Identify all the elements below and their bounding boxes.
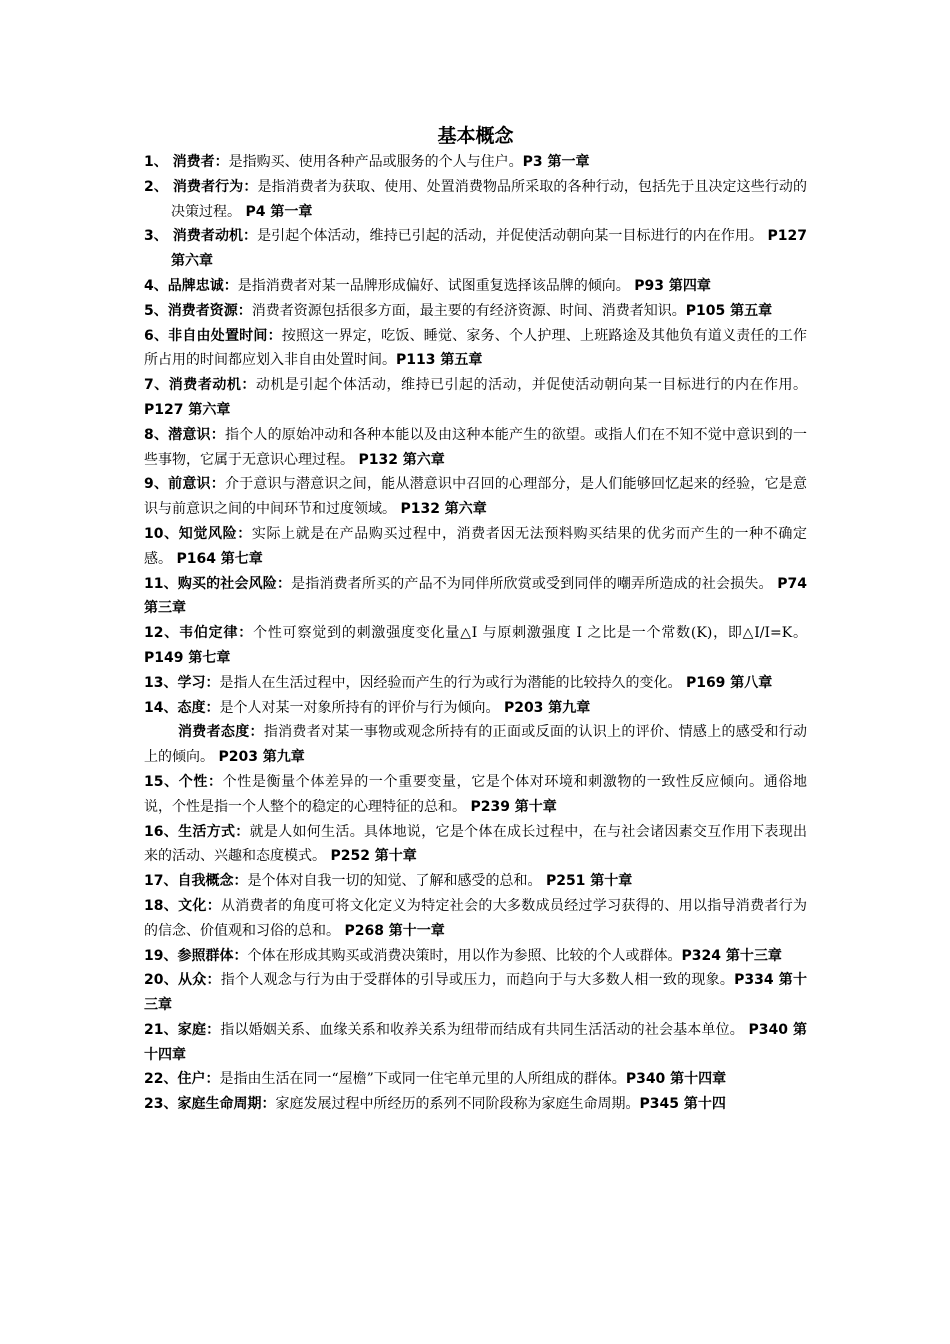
concept-entry	[144, 572, 807, 622]
entry-number: 21、	[144, 1021, 178, 1038]
entry-term: 态度：	[177, 699, 220, 716]
entry-term: 学习：	[177, 674, 220, 691]
entry-number: 22、	[144, 1071, 178, 1088]
entry-definition: 从消费者的角度可将文化定义为特定社会的大多数成员经过学习获得的、用以指导消费者行为的信念、价值观和习俗的总和。	[144, 897, 808, 939]
entry-term: 住户：	[177, 1071, 220, 1088]
entry-number: 11、	[144, 575, 178, 592]
page-title: 基本概念	[437, 125, 514, 147]
entry-page-ref: P105 第五章	[685, 302, 773, 319]
entry-number: 3、	[144, 228, 173, 245]
entry-number: 20、	[144, 972, 179, 989]
entry-term: 韦伯定律：	[179, 625, 254, 642]
concept-entry	[144, 224, 807, 274]
entry-term: 自我概念：	[177, 873, 248, 890]
concept-entry	[144, 820, 807, 870]
entry-number: 7、	[144, 377, 169, 394]
concept-list	[144, 150, 807, 1117]
entry-definition: 是指购买、使用各种产品或服务的个人与住户。	[228, 154, 523, 170]
entry-page-ref: P345 第十四	[639, 1096, 726, 1113]
entry-term: 知觉风险：	[178, 525, 252, 542]
concept-entry	[144, 472, 807, 522]
entry-page-ref: P74 第三章	[144, 575, 808, 617]
concept-entry	[144, 373, 807, 423]
concept-entry	[144, 869, 807, 894]
entry-definition: 个体在形成其购买或消费决策时，用以作为参照、比较的个人或群体。	[247, 947, 682, 964]
entry-number: 1、	[144, 154, 173, 170]
entry-page-ref: P3 第一章	[522, 154, 590, 170]
entry-term: 生活方式：	[178, 823, 250, 840]
entry-definition: 指消费者对某一事物或观念所持有的正面或反面的认识上的评价、情感上的感受和行动上的倾向。	[144, 724, 808, 766]
entry-term: 从众：	[178, 972, 221, 989]
entry-number: 15、	[144, 773, 179, 790]
concept-entry	[144, 696, 807, 721]
entry-definition: 是引起个体活动，维持已引起的活动，并促使活动朝向某一目标进行的内在作用。	[257, 228, 768, 245]
concept-entry	[144, 150, 807, 175]
entry-term: 购买的社会风险：	[177, 575, 292, 592]
entry-definition: 指个人的原始冲动和各种本能以及由这种本能产生的欲望。或指人们在不知不觉中意识到的一些事物，它属于无意识心理过程。	[144, 426, 808, 468]
entry-page-ref: P127 第六章	[171, 228, 808, 270]
concept-entry	[144, 274, 807, 299]
entry-term: 消费者动机：	[168, 377, 256, 394]
entry-page-ref: P239 第十章	[470, 798, 557, 815]
entry-number: 23、	[144, 1096, 178, 1113]
entry-number: 6、	[144, 327, 169, 344]
entry-page-ref: P340 第十四章	[144, 1021, 808, 1063]
entry-definition: 是指消费者所买的产品不为同伴所欣赏或受到同伴的嘲弄所造成的社会损失。	[291, 575, 778, 592]
entry-definition: 就是人如何生活。具体地说，它是个体在成长过程中，在与社会诸因素交互作用下表现出来的活动、兴趣和态度模式。	[144, 823, 808, 865]
entry-definition: 是指消费者对某一品牌形成偏好、试图重复选择该品牌的倾向。	[237, 277, 635, 294]
entry-definition: 消费者资源包括很多方面，最主要的有经济资源、时间、消费者知识。	[251, 302, 686, 319]
entry-definition: 家庭发展过程中所经历的系列不同阶段称为家庭生命周期。	[275, 1096, 640, 1113]
entry-page-ref: P169 第八章	[685, 674, 773, 691]
entry-number: 10、	[144, 525, 179, 542]
entry-term: 潜意识：	[168, 426, 225, 443]
concept-entry	[144, 1092, 807, 1117]
concept-entry	[144, 1067, 807, 1092]
entry-term: 品牌忠诚：	[167, 277, 238, 294]
entry-page-ref: P252 第十章	[330, 848, 417, 865]
entry-number: 17、	[144, 873, 178, 890]
entry-term: 家庭：	[177, 1021, 221, 1038]
entry-definition: 指个人观念与行为由于受群体的引导或压力，而趋向于与大多数人相一致的现象。	[220, 972, 735, 989]
entry-term: 前意识：	[168, 476, 225, 493]
entry-term: 个性：	[178, 773, 223, 790]
entry-term: 消费者资源：	[167, 302, 252, 319]
entry-page-ref: P334 第十三章	[144, 972, 808, 1014]
entry-number: 9、	[144, 476, 169, 493]
entry-number: 19、	[144, 947, 178, 964]
entry-number: 8、	[144, 426, 169, 443]
entry-page-ref: P203 第九章	[503, 699, 591, 716]
concept-entry	[144, 621, 807, 671]
entry-term: 消费者行为：	[172, 178, 258, 195]
concept-subentry	[144, 720, 807, 770]
concept-entry	[144, 423, 807, 473]
entry-definition: 个性是衡量个体差异的一个重要变量，它是个体对环境和刺激物的一致性反应倾向。通俗地说，个性是指一个人整个的稳定的心理特征的总和。	[144, 773, 808, 815]
entry-number: 14、	[144, 699, 178, 716]
entry-definition: 是个体对自我一切的知觉、了解和感受的总和。	[247, 873, 546, 890]
entry-definition: 是个人对某一对象所持有的评价与行为倾向。	[219, 699, 504, 716]
entry-page-ref: P164 第七章	[176, 550, 263, 567]
entry-definition: 是指人在生活过程中，因经验而产生的行为或行为潜能的比较持久的变化。	[219, 674, 686, 691]
entry-page-ref: P127 第六章	[144, 401, 231, 418]
entry-page-ref: P132 第六章	[358, 451, 445, 468]
entry-definition: 个性可察觉到的刺激强度变化量△I 与原刺激强度 I 之比是一个常数(K)，即△I/I=K。	[253, 625, 808, 642]
entry-number: 12、	[144, 625, 180, 642]
entry-page-ref: P93 第四章	[634, 277, 711, 294]
entry-page-ref: P324 第十三章	[681, 947, 782, 964]
entry-page-ref: P4 第一章	[245, 203, 313, 220]
entry-number: 4、	[144, 277, 168, 294]
entry-number: 18、	[144, 897, 179, 914]
concept-entry	[144, 175, 807, 225]
entry-page-ref: P149 第七章	[144, 649, 231, 666]
entry-term: 非自由处置时间：	[168, 327, 282, 344]
entry-term: 消费者态度：	[178, 724, 264, 741]
entry-definition: 按照这一界定，吃饭、睡觉、家务、个人护理、上班路途及其他负有道义责任的工作所占用的时间都应划入非自由处置时间。	[144, 327, 808, 369]
entry-definition: 实际上就是在产品购买过程中，消费者因无法预料购买结果的优劣而产生的一种不确定感。	[144, 525, 808, 567]
entry-number: 16、	[144, 823, 179, 840]
entry-term: 参照群体：	[177, 947, 248, 964]
entry-page-ref: P113 第五章	[396, 352, 483, 369]
entry-page-ref: P340 第十四章	[625, 1071, 727, 1088]
entry-page-ref: P203 第九章	[218, 749, 305, 766]
entry-number: 5、	[144, 302, 168, 319]
entry-term: 家庭生命周期：	[177, 1096, 276, 1113]
entry-definition: 是指消费者为获取、使用、处置消费物品所采取的各种行动，包括先于且决定这些行动的决策过程。	[171, 178, 808, 220]
concept-entry	[144, 324, 807, 374]
concept-entry	[144, 944, 807, 969]
entry-number: 2、	[144, 178, 173, 195]
concept-entry	[144, 894, 807, 944]
entry-page-ref: P251 第十章	[545, 873, 633, 890]
concept-entry	[144, 968, 807, 1018]
entry-page-ref: P132 第六章	[400, 501, 487, 518]
concept-entry	[144, 299, 807, 324]
entry-term: 消费者：	[172, 154, 229, 170]
entry-page-ref: P268 第十一章	[344, 922, 445, 939]
concept-entry	[144, 770, 807, 820]
entry-term: 消费者动机：	[172, 228, 258, 245]
entry-term: 文化：	[178, 897, 221, 914]
concept-entry	[144, 671, 807, 696]
entry-definition: 介于意识与潜意识之间，能从潜意识中召回的心理部分，是人们能够回忆起来的经验，它是意识与前意识之间的中间环节和过度领域。	[144, 476, 808, 518]
concept-entry	[144, 522, 807, 572]
entry-definition: 指以婚姻关系、血缘关系和收养关系为纽带而结成有共同生活活动的社会基本单位。	[220, 1021, 749, 1038]
concept-entry	[144, 1018, 807, 1068]
entry-number: 13、	[144, 674, 178, 691]
entry-definition: 是指由生活在同一“屋檐”下或同一住宅单元里的人所组成的群体。	[219, 1071, 626, 1088]
document-body	[144, 124, 807, 1117]
entry-definition: 动机是引起个体活动，维持已引起的活动，并促使活动朝向某一目标进行的内在作用。	[255, 377, 808, 394]
